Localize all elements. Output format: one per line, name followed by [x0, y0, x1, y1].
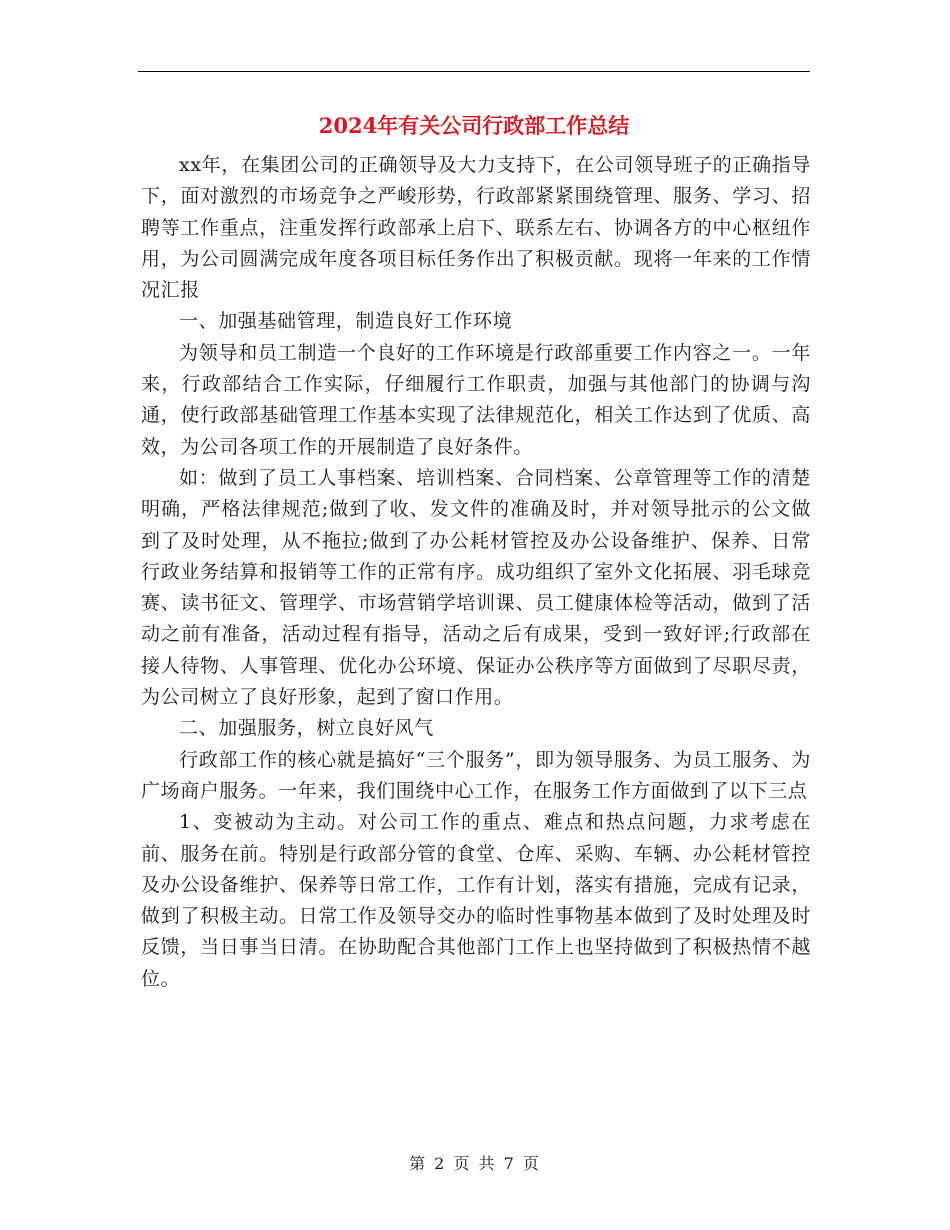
page-number: 第 2 页 共 7 页 [409, 1154, 541, 1173]
document-title: 2024年有关公司行政部工作总结 [318, 113, 630, 138]
paragraph: 为领导和员工制造一个良好的工作环境是行政部重要工作内容之一。一年来，行政部结合工作实际，仔细履行工作职责，加强与其他部门的协调与沟通，使行政部基础管理工作基本实现了法律规范化，相关工作达到了优质、高效，为公司各项工作的开展制造了良好条件。 [141, 341, 811, 458]
section-heading-1: 一、加强基础管理，制造良好工作环境 [179, 310, 513, 333]
paragraph: 如：做到了员工人事档案、培训档案、合同档案、公章管理等工作的清楚明确，严格法律规范;做到了收、发文件的准确及时，并对领导批示的公文做到了及时处理，从不拖拉;做到了办公耗材管控及办公设备维护、保养、日常行政业务结算和报销等工作的正常有序。成功组织了室外文化拓展、羽毛球竞赛、读书征文、管理学、市场营销学培训课、员工健康体检等活动，做到了活动之前有准备，活动过程有指导，活动之后有成果，受到一致好评;行政部在接人待物、人事管理、优化办公环境、保证办公秩序等方面做到了尽职尽责，为公司树立了良好形象，起到了窗口作用。 [141, 466, 811, 709]
paragraph: 1、变被动为主动。对公司工作的重点、难点和热点问题，力求考虑在前、服务在前。特别是行政部分管的食堂、仓库、采购、车辆、办公耗材管控及办公设备维护、保养等日常工作，工作有计划，落实有措施，完成有记录，做到了积极主动。日常工作及领导交办的临时性事物基本做到了及时处理及时反馈，当日事当日清。在协助配合其他部门工作上也坚持做到了积极热情不越位。 [141, 811, 811, 990]
header-rule [138, 71, 810, 72]
paragraph-intro: xx年，在集团公司的正确领导及大力支持下，在公司领导班子的正确指导下，面对激烈的市场竞争之严峻形势，行政部紧紧围绕管理、服务、学习、招聘等工作重点，注重发挥行政部承上启下、联系左右、协调各方的中心枢纽作用，为公司圆满完成年度各项目标任务作出了积极贡献。现将一年来的工作情况汇报 [141, 154, 811, 302]
section-heading-2: 二、加强服务，树立良好风气 [179, 717, 434, 740]
paragraph: 行政部工作的核心就是搞好“三个服务”，即为领导服务、为员工服务、为广场商户服务。一年来，我们围绕中心工作，在服务工作方面做到了以下三点 [141, 748, 811, 802]
document-body [141, 150, 811, 995]
